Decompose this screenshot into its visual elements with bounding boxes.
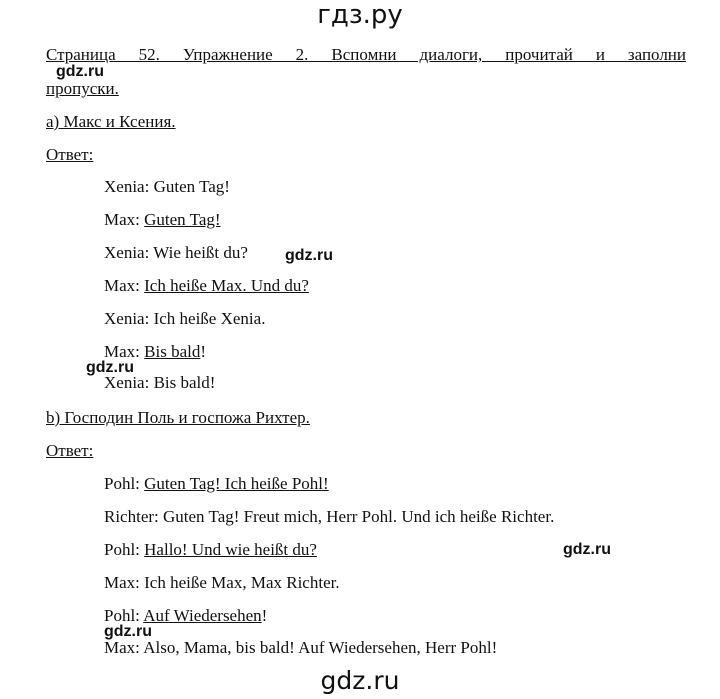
watermark: gdz.ru: [56, 63, 104, 80]
line-text: Bis bald!: [153, 373, 216, 392]
speaker: Richter:: [104, 507, 164, 526]
speaker: Max:: [104, 638, 144, 657]
filled-answer: Guten Tag! Ich heiße Pohl!: [144, 474, 329, 493]
dialogue-line: [104, 572, 340, 594]
dialogue-line: [104, 242, 248, 264]
speaker: Max:: [104, 210, 145, 229]
filled-answer: Guten Tag!: [144, 210, 221, 229]
line-suffix: !: [200, 342, 207, 361]
line-suffix: !: [261, 606, 268, 625]
speaker: Pohl:: [104, 474, 145, 493]
speaker: Max:: [104, 276, 145, 295]
speaker: Max:: [104, 573, 145, 592]
speaker: Pohl:: [104, 606, 144, 625]
site-footer-logo: gdz.ru: [320, 666, 400, 695]
dialogue-line: [104, 473, 329, 495]
filled-answer: Ich heiße Max. Und du?: [144, 276, 309, 295]
part-b-answer-label: Ответ:: [46, 441, 94, 460]
part-a-heading: а) Макс и Ксения.: [46, 112, 176, 131]
line-text: Ich heiße Max, Max Richter.: [144, 573, 340, 592]
part-a-answer-label: Ответ:: [46, 145, 94, 164]
line-text: Also, Mama, bis bald! Auf Wiedersehen, Herr Pohl!: [143, 638, 498, 657]
task-title-line1: Страница 52. Упражнение 2. Вспомни диалоги, прочитай и заполни: [46, 45, 686, 64]
dialogue-line: [104, 176, 230, 198]
dialogue-line: [104, 209, 221, 231]
site-header-logo: гдз.ру: [317, 0, 403, 30]
part-b-heading: b) Господин Поль и госпожа Рихтер.: [46, 408, 310, 427]
filled-answer: Bis bald: [144, 342, 201, 361]
dialogue-line: [104, 275, 309, 297]
filled-answer: Auf Wiedersehen: [143, 606, 262, 625]
filled-answer: Hallo! Und wie heißt du?: [144, 540, 317, 559]
dialogue-line: [104, 506, 554, 528]
dialogue-line: [104, 637, 497, 659]
speaker: Xenia:: [104, 309, 154, 328]
watermark: gdz.ru: [104, 623, 152, 640]
speaker: Pohl:: [104, 540, 145, 559]
speaker: Max:: [104, 342, 145, 361]
speaker: Xenia:: [104, 243, 154, 262]
watermark: gdz.ru: [285, 247, 333, 264]
line-text: Wie heißt du?: [153, 243, 248, 262]
speaker: Xenia:: [104, 177, 154, 196]
watermark: gdz.ru: [563, 541, 611, 558]
watermark: gdz.ru: [86, 359, 134, 376]
dialogue-line: [104, 308, 265, 330]
line-text: Guten Tag!: [153, 177, 230, 196]
speaker: Xenia:: [104, 373, 154, 392]
line-text: Guten Tag! Freut mich, Herr Pohl. Und ich heiße Richter.: [163, 507, 555, 526]
line-text: Ich heiße Xenia.: [153, 309, 266, 328]
dialogue-line: [104, 539, 317, 561]
task-title-line2: пропуски.: [46, 79, 119, 98]
